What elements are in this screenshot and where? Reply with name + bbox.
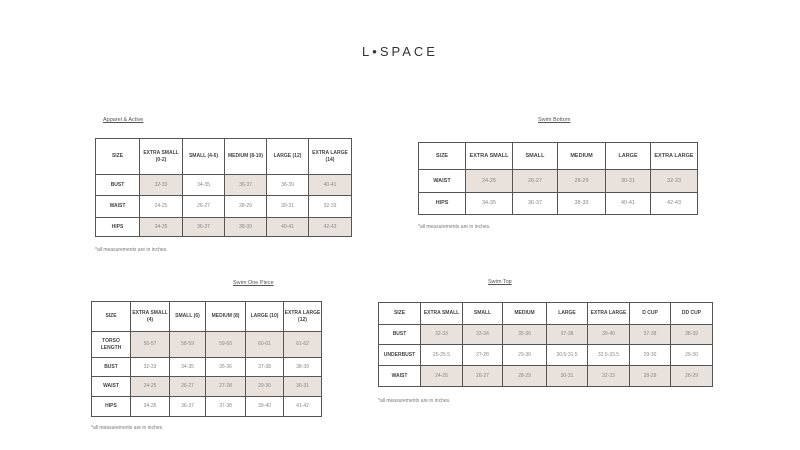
table-cell: 34-35 [183,175,225,196]
table-cell: 38-39 [558,193,606,215]
row-label: WAIST [379,366,421,387]
table-cell: 30.5-31.5 [547,345,588,366]
table-cell: 28-29 [503,366,547,387]
table-row [96,218,352,237]
brand-logo: L•SPACE [362,44,438,59]
table-row [96,196,352,218]
table-cell: 28-29 [671,366,713,387]
table-cell: 59-60 [206,332,246,358]
swim-top-header-d-cup: D CUP [630,303,671,325]
swim-top-header-xl: EXTRA LARGE [588,303,630,325]
swim-one-piece-size-table [91,301,322,417]
swim-top-header-size: SIZE [379,303,421,325]
table-cell: 33-34 [463,325,503,345]
table-cell: 28-29 [225,196,267,218]
table-cell: 27-28 [206,377,246,397]
table-row [379,325,713,345]
swim-bottom-header-xs: EXTRA SMALL [466,143,513,170]
swim-one-piece-note: *all measurements are in inches. [91,425,164,431]
table-cell: 32-33 [309,196,352,218]
table-cell: 37-38 [630,325,671,345]
row-label: WAIST [92,377,131,397]
table-row [379,366,713,387]
table-cell: 24-25 [140,196,183,218]
swim-top-header-dd-cup: DD CUP [671,303,713,325]
table-cell: 30-31 [547,366,588,387]
table-row [92,332,322,358]
table-cell: 34-35 [466,193,513,215]
table-cell: 58-59 [170,332,206,358]
table-cell: 30-31 [606,170,651,193]
table-cell: 34-35 [140,218,183,237]
table-cell: 26-27 [183,196,225,218]
table-cell: 28-29 [558,170,606,193]
table-cell: 36-37 [183,218,225,237]
table-cell: 24-25 [466,170,513,193]
swim-bottom-size-table [418,142,698,215]
table-cell: 24-25 [421,366,463,387]
swim-bottom-header-l: LARGE [606,143,651,170]
table-row [419,170,698,193]
swim-top-header-m: MEDIUM [503,303,547,325]
table-row [419,193,698,215]
swim-bottom-header-m: MEDIUM [558,143,606,170]
table-cell: 29-30 [671,345,713,366]
table-cell: 40-41 [606,193,651,215]
table-row [92,397,322,417]
table-cell: 56-57 [131,332,170,358]
apparel-header-size: SIZE [96,139,140,175]
table-cell: 36-37 [170,397,206,417]
swim-bottom-header-size: SIZE [419,143,466,170]
row-label: HIPS [419,193,466,215]
table-cell: 32-33 [140,175,183,196]
table-cell: 35-36 [503,325,547,345]
swim-bottom-header-s: SMALL [513,143,558,170]
swim-one-piece-header-m: MEDIUM (8) [206,302,246,332]
swim-top-title: Swim Top [488,279,512,285]
table-cell: 41-42 [284,397,322,417]
table-cell: 32-33 [131,358,170,377]
table-cell: 37-38 [547,325,588,345]
table-cell: 39-40 [246,397,284,417]
row-label: BUST [379,325,421,345]
table-cell: 61-62 [284,332,322,358]
row-label: BUST [96,175,140,196]
table-cell: 38-39 [671,325,713,345]
table-cell: 36-37 [513,193,558,215]
table-cell: 29-30 [630,345,671,366]
table-cell: 32-33 [588,366,630,387]
apparel-header-m: MEDIUM (8-10) [225,139,267,175]
table-cell: 42-43 [651,193,698,215]
apparel-header-xs: EXTRA SMALL (0-2) [140,139,183,175]
table-cell: 60-61 [246,332,284,358]
table-cell: 29-30 [503,345,547,366]
table-cell: 32.5-33.5 [588,345,630,366]
swim-one-piece-header-xl: EXTRA LARGE (12) [284,302,322,332]
table-cell: 30-31 [284,377,322,397]
table-row [379,345,713,366]
table-cell: 42-43 [309,218,352,237]
swim-top-header-l: LARGE [547,303,588,325]
swim-top-header-xs: EXTRA SMALL [421,303,463,325]
row-label: HIPS [92,397,131,417]
row-label: UNDERBUST [379,345,421,366]
table-row [92,358,322,377]
swim-one-piece-title: Swim One Piece [233,280,274,286]
swim-bottom-header-xl: EXTRA LARGE [651,143,698,170]
table-cell: 35-36 [206,358,246,377]
table-cell: 37-38 [206,397,246,417]
table-row [92,377,322,397]
table-cell: 26-27 [513,170,558,193]
table-cell: 28-29 [630,366,671,387]
table-cell: 34-35 [131,397,170,417]
apparel-header-l: LARGE (12) [267,139,309,175]
swim-bottom-note: *all measurements are in inches. [418,224,491,230]
table-cell: 24-25 [131,377,170,397]
table-cell: 26-27 [170,377,206,397]
swim-one-piece-header-s: SMALL (6) [170,302,206,332]
table-cell: 36-37 [225,175,267,196]
table-cell: 40-41 [309,175,352,196]
table-cell: 39-40 [588,325,630,345]
apparel-header-xl: EXTRA LARGE (14) [309,139,352,175]
row-label: TORSO LENGTH [92,332,131,358]
swim-bottom-title: Swim Bottom [538,117,571,123]
apparel-note: *all measurements are in inches. [95,247,168,253]
table-cell: 29-30 [246,377,284,397]
swim-top-header-s: SMALL [463,303,503,325]
table-cell: 38-39 [267,175,309,196]
table-cell: 26-27 [463,366,503,387]
row-label: WAIST [419,170,466,193]
table-cell: 34-35 [170,358,206,377]
swim-top-size-table [378,302,713,387]
table-cell: 40-41 [267,218,309,237]
row-label: HIPS [96,218,140,237]
swim-one-piece-header-size: SIZE [92,302,131,332]
table-cell: 37-38 [246,358,284,377]
apparel-size-table [95,138,352,237]
table-cell: 38-39 [225,218,267,237]
swim-one-piece-header-l: LARGE (10) [246,302,284,332]
row-label: BUST [92,358,131,377]
table-row [96,175,352,196]
table-cell: 38-39 [284,358,322,377]
table-cell: 30-31 [267,196,309,218]
swim-top-note: *all measurements are in inches. [378,398,451,404]
swim-one-piece-header-xs: EXTRA SMALL (4) [131,302,170,332]
table-cell: 27-28 [463,345,503,366]
table-cell: 32-33 [421,325,463,345]
table-cell: 25-25.5 [421,345,463,366]
apparel-title: Apparel & Active [103,117,144,123]
apparel-header-s: SMALL (4-6) [183,139,225,175]
table-cell: 32-33 [651,170,698,193]
row-label: WAIST [96,196,140,218]
